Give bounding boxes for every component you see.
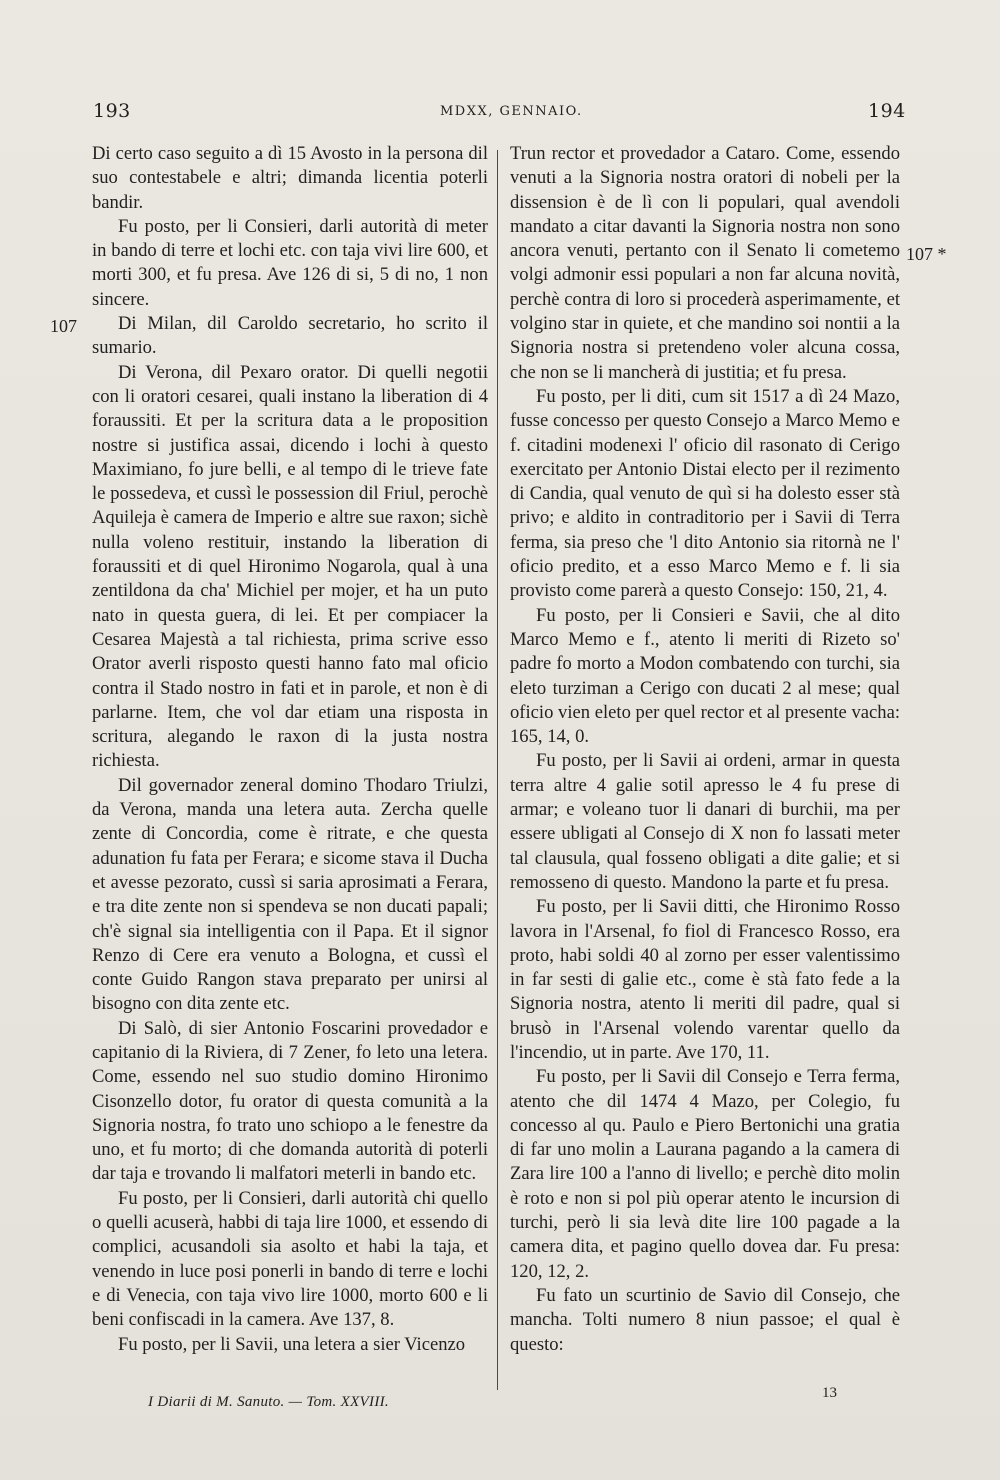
- paragraph: Dil governador zeneral domino Thodaro Triulzi, da Verona, manda una letera auta. Zercha quelle zente di Concordia, come è ritrate, e che questa adunation fu fata per Ferara; e sicome stava il Ducha et avesse pezorato, cussì si saria aprosimati a Ferara, e tra dite zente non si spendeva se non ducati papali; ch'è signal sia intelligentia con il Papa. Et il signor Renzo di Cere era venuto a Bologna, et cussì el conte Guido Rangon stava preparato per unirsi al bisogno con dita zente etc.: [92, 774, 488, 1015]
- paragraph: Di Milan, dil Caroldo secretario, ho scrito il sumario.: [92, 313, 488, 359]
- footer-title: I Diarii di M. Sanuto. — Tom. XXVIII.: [148, 1394, 389, 1410]
- paragraph: Fu posto, per li Savii, una letera a sier Vicenzo: [118, 1333, 466, 1355]
- margin-number-right: 107 *: [906, 244, 947, 264]
- paragraph: Fu posto, per li Savii ai ordeni, armar in questa terra altre 4 galie sotil apresso le 4 fu prese di armar; e voleano tuor li danari di burchii, ma per essere ubligati al Consejo di X non fo lassati meter tal clausula, qual fosseno obligati a dite galie; et si remosseno di questo. Mandono la parte et fu presa.: [510, 750, 900, 893]
- column-divider: [497, 150, 498, 1390]
- left-column: [92, 142, 488, 1357]
- signature-mark: 13: [822, 1385, 837, 1401]
- paragraph: Fu posto, per li Savii ditti, che Hironimo Rosso lavora in l'Arsenal, fo fiol di Francesco Rosso, era proto, habi soldi 40 al zorno per esser valentissimo in far sesti di galie etc., come è stà fato fede a la Signoria nostra, atento li meriti dil padre, qual si brusò in l'Arsenal volendo varentar quello da l'incendio, ut in parte. Ave 170, 11.: [510, 896, 900, 1063]
- paragraph: Trun rector et provedador a Cataro. Come, essendo venuti a la Signoria nostra oratori di nobeli per la dissension è de lì con li populari, qual avendoli mandato a citar davanti la Signoria nostra non sono ancora venuti, pertanto con il Senato li cometemo volgi admonir essi populari a non far alcuna novità, perchè contra di loro si procederà asperimamente, et volgino star in quiete, et che mandino soi nontii a la Signoria nostra si pretendeno voler alcuna cossa, che non se li mancherà di justitia; et fu presa.: [510, 143, 900, 383]
- right-page-number: 194: [868, 100, 906, 122]
- margin-number-left: 107: [50, 316, 77, 336]
- running-title: MDXX, GENNAIO.: [440, 104, 583, 119]
- paragraph: Fu posto, per li Consieri, darli autorità di meter in bando di terre et lochi etc. con taja vivi lire 600, et morti 300, et fu presa. Ave 126 di si, 5 di no, 1 non sincere.: [92, 215, 488, 310]
- paragraph: Fu posto, per li Consieri, darli autorità chi quello o quelli acuserà, habbi di taja lire 1000, et essendo di complici, acusandoli sia asolto et habi la taja, et venendo in luce posi ponerli in bando di terre e lochi e di Venecia, con taja vivo lire 1000, morto 600 e li beni confiscadi in la camera. Ave 137, 8.: [92, 1187, 488, 1331]
- paragraph: Fu fato un scurtinio de Savio dil Consejo, che mancha. Tolti numero 8 niun passoe; el qual è questo:: [510, 1284, 900, 1355]
- paragraph: Di certo caso seguito a dì 15 Avosto in la persona dil suo contestabele e altri; dimanda licentia poterli bandir.: [92, 143, 488, 213]
- right-column: [510, 142, 900, 1357]
- paragraph: Di Verona, dil Pexaro orator. Di quelli negotii con li oratori cesarei, quali instano la liberation di 4 foraussiti. Et per la scritura data a le proposition nostre si justifica assai, dicendo i lochi à questo Maximiano, fo jure belli, e al tempo di le trieve fate le possedeva, et cussì le possession dil Friul, perochè Aquileja è camera de Imperio e altre sue raxon; sichè nulla voleno restituir, instando la liberation di foraussiti et di quel Hironimo Nogarola, qual à una zentildona da cha' Michiel per mojer, et ha un puto nato in questa guera, di lei. Et per compiacer la Cesarea Majestà a tal richiesta, prima scrive esso Orator averli risposto questi hanno fato mal oficio contra il Stado nostro in fati et in parole, et non è di parlarne. Item, che vol dar etiam una risposta in scritura, alegando le raxon di la justa nostra richiesta.: [92, 361, 488, 772]
- paragraph: Di Salò, di sier Antonio Foscarini provedador e capitanio di la Riviera, di 7 Zener, fo leto una letera. Come, essendo nel suo studio domino Hironimo Cisonzello dotor, fu orator di questa comunità a la Signoria nostra, fo trato uno schiopo a le fenestre da uno, et fu morto; di che domanda autorità di poterli dar taja e trovando li malfatori meterli in bando etc.: [92, 1017, 488, 1185]
- left-page-number: 193: [93, 100, 131, 122]
- paragraph: Fu posto, per li Savii dil Consejo e Terra ferma, atento che dil 1474 4 Mazo, per Colegio, fu concesso al qu. Paulo e Piero Bertonichi una gratia di far uno molin a Laurana pagando a la camera di Zara lire 100 a l'anno di livello; e perchè dito molin è roto e non si pol più operar atento le incursion di turchi, però li sia levà dite lire 100 pagade a la camera dita, et pagino quello dovea dar. Fu presa: 120, 12, 2.: [510, 1066, 900, 1282]
- paragraph: Fu posto, per li Consieri e Savii, che al dito Marco Memo e f., atento li meriti di Rizeto so' padre fo morto a Modon combatendo con turchi, sia eleto turziman a Cerigo con ducati 2 al mese; qual oficio vien eleto per quel rector et al presente vacha: 165, 14, 0.: [510, 604, 900, 748]
- paragraph: Fu posto, per li diti, cum sit 1517 a dì 24 Mazo, fusse concesso per questo Consejo a Marco Memo e f. citadini modenexi l' oficio dil rasonato di Cerigo exercitato per Antonio Distai electo per il rezimento di Candia, qual venuto de quì si ha dolesto esser stà privo; e aldito in contraditorio per i Savii di Terra ferma, sia preso che 'l dito Antonio sia ritornà ne l' oficio predito, et a esso Marco Memo e f. li sia provisto come parerà a questo Consejo: 150, 21, 4.: [510, 385, 900, 602]
